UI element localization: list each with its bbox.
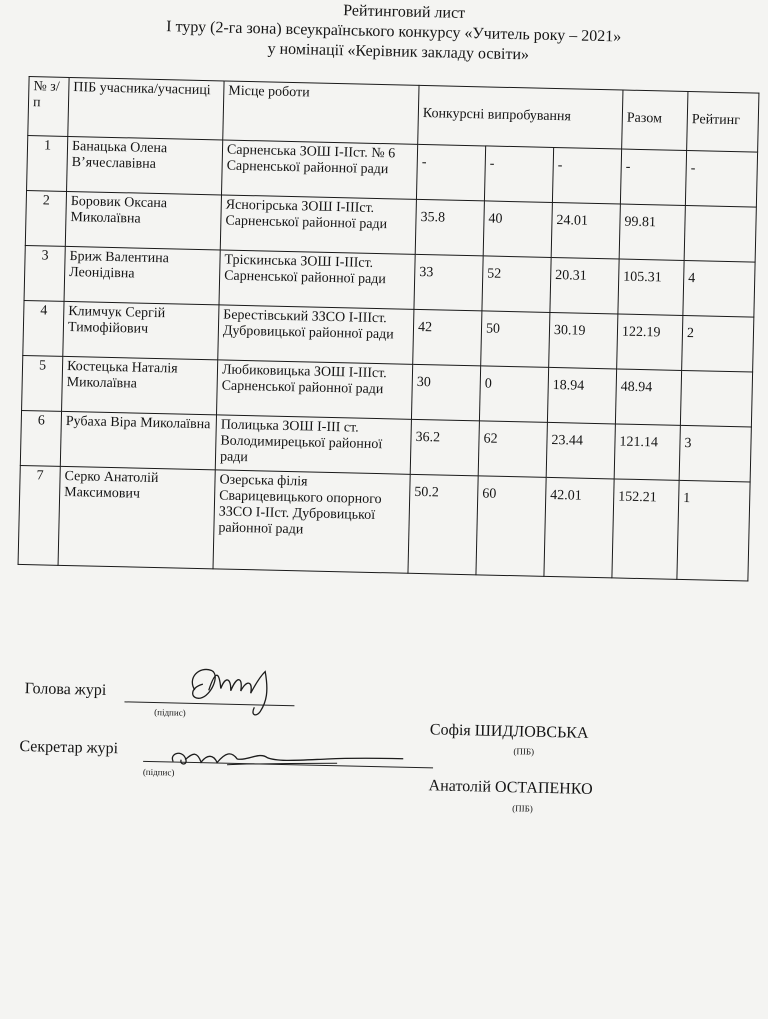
chair-label: Голова журі: [24, 680, 107, 699]
cell-workplace: Сарненська ЗОШ І-ІІст. № 6 Сарненської районної ради: [221, 140, 417, 199]
cell-workplace: Полицька ЗОШ І-ІІІ ст. Володимирецької районної ради: [215, 415, 411, 474]
cell-rating: 1: [677, 480, 750, 581]
cell-rating: 3: [679, 425, 751, 482]
chair-name: Софія ШИДЛОВСЬКА: [429, 721, 589, 742]
title-line-2: І туру (2-га зона) всеукраїнського конкурсу «Учитель року – 2021»: [166, 18, 622, 46]
cell-workplace: Любиковицька ЗОШ І-ІІІст. Сарненської районної ради: [216, 360, 412, 419]
cell-trial-2: 62: [478, 421, 547, 478]
cell-trial-3: 18.94: [547, 367, 616, 424]
header-trials: Конкурсні випробування: [418, 85, 623, 149]
cell-trial-3: 30.19: [549, 312, 618, 369]
cell-total: -: [620, 149, 686, 205]
cell-rating: [684, 205, 756, 262]
cell-workplace: Ясногірська ЗОШ І-ІІІст. Сарненської районної ради: [220, 195, 416, 254]
cell-trial-2: 52: [482, 256, 551, 313]
cell-trial-2: 50: [481, 311, 550, 368]
cell-num: 5: [22, 355, 63, 411]
cell-trial-2: -: [484, 146, 553, 203]
cell-rating: -: [685, 150, 757, 207]
cell-name: Бриж Валентина Леонідівна: [64, 246, 220, 305]
cell-trial-3: 20.31: [550, 257, 619, 314]
secretary-name: Анатолій ОСТАПЕНКО: [428, 777, 593, 799]
header-num: № з/п: [28, 77, 69, 137]
secretary-name-caption: (ПІБ): [512, 803, 533, 814]
cell-total: 152.21: [612, 479, 679, 579]
header-total: Разом: [622, 90, 688, 150]
document-title: [0, 0, 768, 71]
cell-rating: [680, 370, 752, 427]
cell-workplace: Берестівський ЗЗСО І-ІІІст. Дубровицької районної ради: [218, 305, 414, 364]
cell-trial-1: 50.2: [408, 474, 478, 575]
cell-name: Банацька Олена В’ячеславівна: [67, 136, 223, 195]
cell-trial-2: 0: [479, 366, 548, 423]
cell-trial-1: -: [416, 144, 485, 201]
secretary-signature-caption: (підпис): [142, 766, 175, 778]
cell-trial-3: 24.01: [551, 202, 620, 259]
cell-workplace: Озерська філія Сварицевицького опорного ЗЗСО І-ІІст. Дубровицької районної ради: [213, 470, 410, 573]
chair-signature-icon: [180, 660, 281, 720]
cell-total: 122.19: [617, 314, 683, 370]
cell-name: Боровик Оксана Миколаївна: [65, 191, 221, 250]
title-line-3: у номінації «Керівник закладу освіти»: [267, 40, 530, 64]
cell-name: Костецька Наталія Миколаївна: [62, 356, 218, 415]
cell-workplace: Тріскинська ЗОШ І-ІІІст. Сарненської районної ради: [219, 250, 415, 309]
secretary-label: Секретар журі: [19, 738, 119, 758]
cell-name: Серко Анатолій Максимович: [58, 466, 215, 568]
cell-total: 99.81: [619, 204, 685, 260]
cell-trial-2: 60: [476, 476, 546, 577]
header-rating: Рейтинг: [687, 92, 759, 153]
secretary-signature-icon: [167, 745, 408, 776]
cell-trial-1: 42: [413, 309, 482, 366]
cell-num: 1: [27, 136, 68, 192]
title-line-1: Рейтинговий лист: [343, 2, 466, 22]
cell-name: Климчук Сергій Тимофійович: [63, 301, 219, 360]
cell-num: 3: [24, 246, 65, 302]
cell-num: 6: [20, 410, 61, 466]
cell-total: 121.14: [614, 424, 680, 480]
table-row: [18, 465, 750, 581]
cell-trial-3: 42.01: [544, 477, 614, 578]
cell-trial-2: 40: [483, 201, 552, 258]
cell-trial-3: 23.44: [546, 422, 615, 479]
cell-name: Рубаха Віра Миколаївна: [60, 411, 216, 470]
cell-trial-3: -: [552, 147, 621, 204]
chair-name-caption: (ПІБ): [513, 746, 535, 757]
cell-trial-1: 33: [414, 254, 483, 311]
cell-trial-1: 30: [411, 364, 480, 421]
rating-table: [18, 76, 760, 581]
chair-signature-caption: (підпис): [154, 707, 186, 718]
cell-total: 105.31: [618, 259, 684, 315]
cell-rating: 4: [683, 260, 755, 317]
cell-total: 48.94: [615, 369, 681, 425]
cell-trial-1: 36.2: [410, 419, 479, 476]
cell-rating: 2: [682, 315, 754, 372]
cell-num: 2: [25, 191, 66, 247]
cell-num: 7: [18, 465, 60, 565]
cell-num: 4: [23, 300, 64, 356]
cell-trial-1: 35.8: [415, 199, 484, 256]
header-workplace: Місце роботи: [223, 81, 419, 144]
header-name: ПІБ учасника/учасниці: [68, 77, 224, 140]
